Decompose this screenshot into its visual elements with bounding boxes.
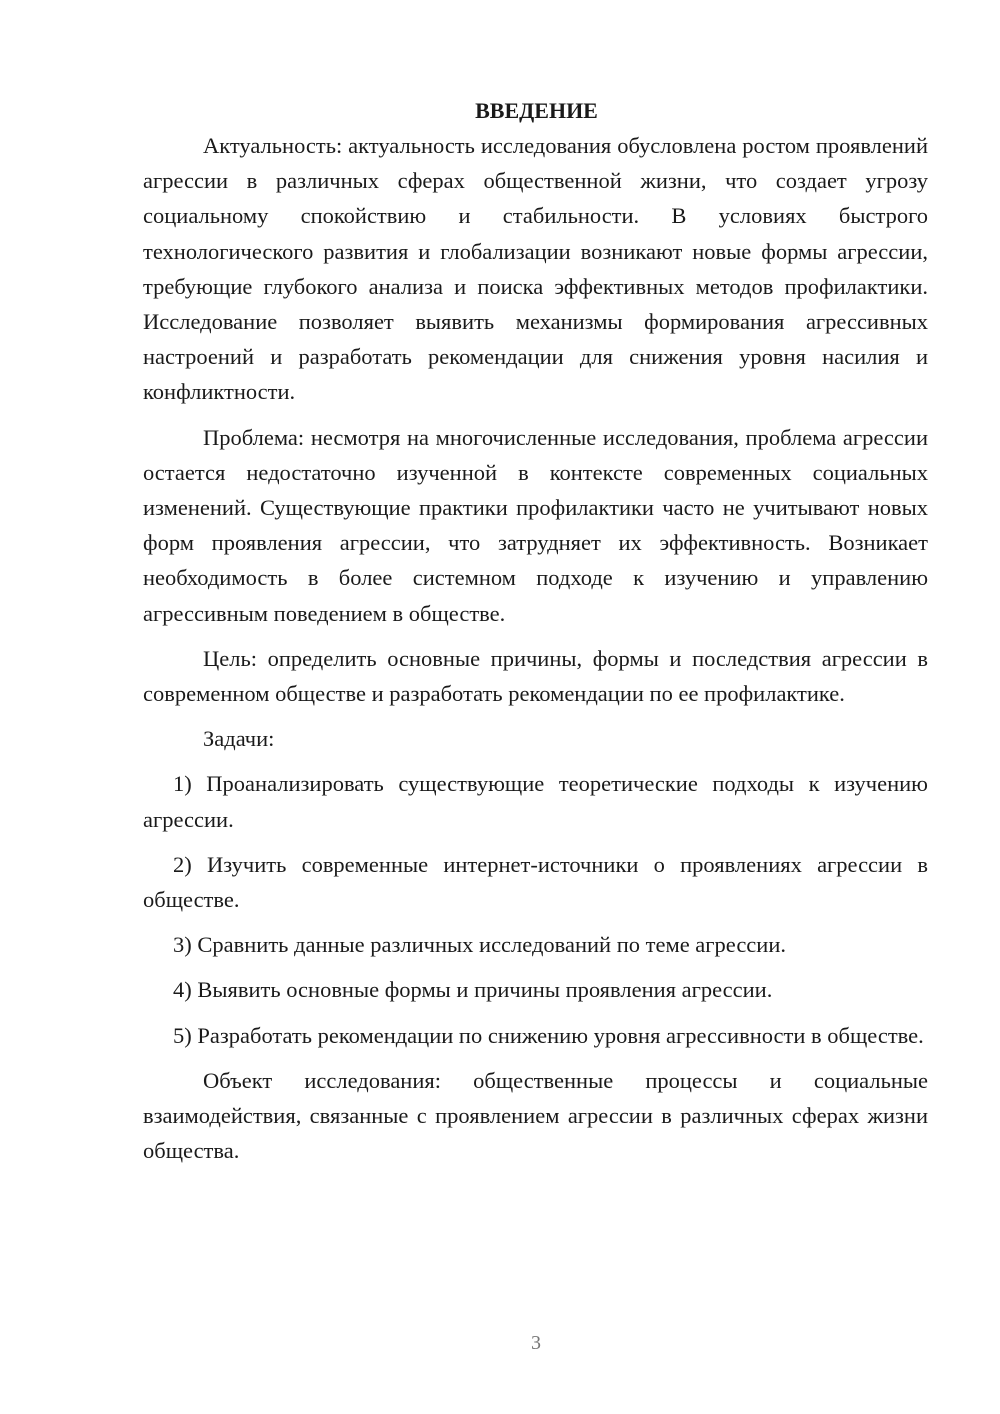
task-item: 4) Выявить основные формы и причины проявления агрессии. bbox=[173, 977, 773, 1003]
section-title: ВВЕДЕНИЕ bbox=[475, 98, 598, 123]
relevance-paragraph: Актуальность: актуальность исследования обусловлена ростом проявлений агрессии в различных сферах общественной жизни, что создает угрозу социальному спокойствию и стабильности. В условиях быстрого технологического развития и глобализации возникают новые формы агрессии, требующие глубокого анализа и поиска эффективных методов профилактики. Исследование позволяет выявить механизмы формирования агрессивных настроений и разработать рекомендации для снижения уровня насилия и конфликтности. bbox=[143, 133, 928, 405]
document-page bbox=[143, 96, 928, 1178]
task-item: 2) Изучить современные интернет-источники о проявлениях агрессии в обществе. bbox=[143, 851, 928, 913]
goal-paragraph: Цель: определить основные причины, формы и последствия агрессии в современном обществе и разработать рекомендации по ее профилактике. bbox=[143, 645, 928, 707]
tasks-label: Задачи: bbox=[203, 726, 275, 752]
page-number: 3 bbox=[531, 1332, 541, 1354]
object-paragraph: Объект исследования: общественные процессы и социальные взаимодействия, связанные с проявлением агрессии в различных сферах жизни общества. bbox=[143, 1067, 928, 1164]
task-item: 1) Проанализировать существующие теоретические подходы к изучению агрессии. bbox=[143, 771, 928, 832]
tasks-list bbox=[143, 766, 928, 1052]
problem-paragraph: Проблема: несмотря на многочисленные исследования, проблема агрессии остается недостаточно изученной в контексте современных социальных изменений. Существующие практики профилактики часто не учитывают новых форм проявления агрессии, что затрудняет их эффективность. Возникает необходимость в более системном подходе к изучению и управлению агрессивным поведением в обществе. bbox=[143, 424, 928, 626]
task-item: 5) Разработать рекомендации по снижению уровня агрессивности в обществе. bbox=[173, 1022, 924, 1048]
task-item: 3) Сравнить данные различных исследований по теме агрессии. bbox=[173, 932, 786, 958]
